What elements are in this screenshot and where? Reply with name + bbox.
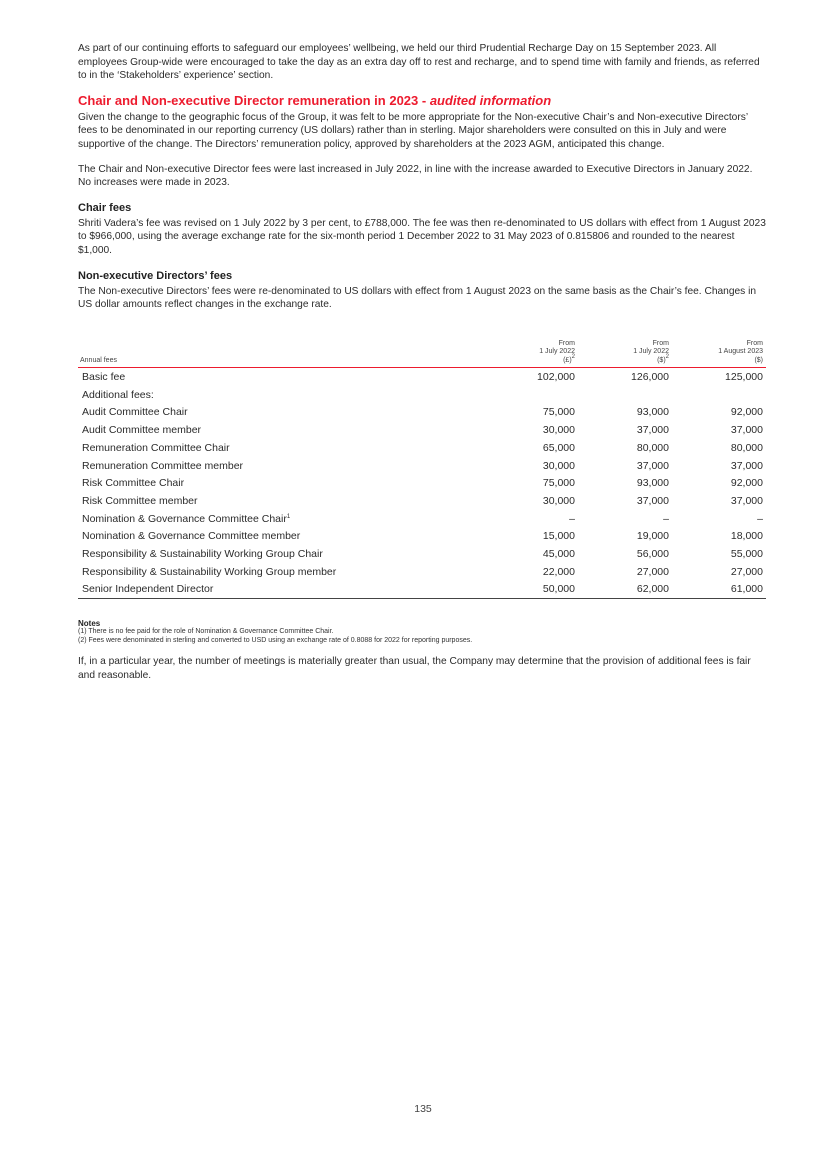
row-value-v1: 30,000 [542, 494, 575, 507]
row-value-v3: – [757, 512, 763, 525]
table-row [78, 527, 766, 545]
column-header-usd-2023: From 1 August 2023 ($) [718, 339, 763, 364]
row-value-v3: 92,000 [730, 477, 763, 490]
row-value-v3: 37,000 [730, 424, 763, 437]
row-label: Responsibility & Sustainability Working Group member [82, 565, 337, 578]
row-value-v2: 62,000 [636, 583, 669, 596]
fees-table-wrapper [78, 340, 766, 599]
row-value-v1: 22,000 [542, 565, 575, 578]
chair-fees-heading: Chair fees [78, 201, 132, 214]
row-value-v1 [483, 386, 578, 404]
table-row [78, 421, 766, 439]
closing-paragraph: If, in a particular year, the number of meetings is materially greater than usual, the Company may determine that the provision of additional fees is fair and reasonable. [78, 656, 751, 681]
chair-fees-paragraph: Shriti Vadera’s fee was revised on 1 July 2022 by 3 per cent, to £788,000. The fee was then re-denominated to US dollars with effect from 1 August 2023 to $966,000, using the average exchange rate for the six-month period 1 December 2022 to 31 May 2023 of 0.815806 and rounded to the nearest $1,000. [78, 217, 766, 256]
row-value-v3: 27,000 [730, 565, 763, 578]
row-value-v1: 75,000 [542, 477, 575, 490]
row-value-v3: 18,000 [730, 530, 763, 543]
table-row [78, 474, 766, 492]
row-value-v3: 80,000 [730, 441, 763, 454]
row-value-v1: 50,000 [542, 583, 575, 596]
row-value-v2: 37,000 [636, 424, 669, 437]
row-value-v1: 102,000 [537, 371, 575, 384]
row-value-v3: 37,000 [730, 494, 763, 507]
table-row [78, 563, 766, 581]
row-label: Audit Committee member [82, 424, 202, 437]
row-value-v2: 27,000 [636, 565, 669, 578]
row-value-v2: 37,000 [636, 494, 669, 507]
row-label: Nomination & Governance Committee Chair$^1$ [82, 512, 291, 525]
row-value-v1: 30,000 [542, 424, 575, 437]
row-label: Risk Committee member [82, 494, 198, 507]
row-label: Nomination & Governance Committee member [82, 530, 301, 543]
ned-fees-heading: Non-executive Directors’ fees [78, 269, 233, 282]
row-label: Remuneration Committee Chair [82, 441, 230, 454]
table-row [78, 510, 766, 528]
row-value-v2: 19,000 [636, 530, 669, 543]
row-value-v3: 125,000 [725, 371, 763, 384]
note-item: (1) There is no fee paid for the role of Nomination & Governance Committee Chair. [78, 628, 334, 636]
row-value-v1: – [569, 512, 575, 525]
table-row [78, 386, 766, 404]
notes-section [78, 619, 766, 645]
table-row [78, 439, 766, 457]
section-heading-italic: audited information [429, 92, 552, 108]
row-value-v3: 37,000 [730, 459, 763, 472]
column-header-gbp-2022: From 1 July 2022 (£)$^2$ [539, 339, 575, 364]
page-number: 135 [414, 1103, 432, 1115]
row-label: Audit Committee Chair [82, 406, 188, 419]
row-value-v2: 37,000 [636, 459, 669, 472]
row-value-v1: 45,000 [542, 547, 575, 560]
intro-paragraph: As part of our continuing efforts to safeguard our employees’ wellbeing, we held our third Prudential Recharge Day on 15 September 2023. All employees Group-wide were encouraged to take the day as an extra day off to rest and recharge, and to spend time with family and friends, as referred to in the ‘Stakeholders’ experience’ section. [78, 43, 760, 82]
fees-table [78, 340, 766, 599]
note-item: (2) Fees were denominated in sterling and converted to USD using an exchange rate of 0.8088 for 2022 for reporting purposes. [78, 636, 473, 644]
row-value-v3 [672, 386, 766, 404]
row-label: Senior Independent Director [82, 583, 214, 596]
table-row [78, 580, 766, 598]
notes-title: Notes [78, 619, 101, 629]
section-heading-main: Chair and Non-executive Director remuneration in 2023 - [78, 92, 430, 108]
row-value-v2: – [663, 512, 669, 525]
section-paragraph-2: The Chair and Non-executive Director fees were last increased in July 2022, in line with the increase awarded to Executive Directors in January 2022. No increases were made in 2023. [78, 163, 753, 189]
row-value-v2: 93,000 [636, 406, 669, 419]
row-value-v1: 15,000 [542, 530, 575, 543]
row-value-v3: 92,000 [730, 406, 763, 419]
row-value-v1: 30,000 [542, 459, 575, 472]
table-row [78, 457, 766, 475]
section-heading [78, 92, 766, 109]
row-value-v3: 61,000 [730, 583, 763, 596]
page-content [78, 42, 766, 682]
row-label: Basic fee [82, 371, 126, 384]
row-label: Remuneration Committee member [82, 459, 244, 472]
row-value-v1: 65,000 [542, 441, 575, 454]
row-label: Responsibility & Sustainability Working Group Chair [82, 547, 323, 560]
table-row [78, 545, 766, 563]
row-value-v2: 93,000 [636, 477, 669, 490]
row-value-v2: 126,000 [631, 371, 669, 384]
row-label: Additional fees: [82, 388, 154, 401]
table-row [78, 404, 766, 422]
row-value-v2: 56,000 [636, 547, 669, 560]
row-value-v1: 75,000 [542, 406, 575, 419]
table-row [78, 368, 766, 386]
column-header-usd-2022: From 1 July 2022 ($)$^2$ [633, 339, 669, 364]
section-paragraph-1: Given the change to the geographic focus of the Group, it was felt to be more appropriate for the Non-executive Chair’s and Non-executive Directors’ fees to be denominated in our reporting currency (US dollars) rather than in sterling. Major shareholders were consulted on this in July and were supportive of the change. The Directors’ remuneration policy, approved by shareholders at the 2023 AGM, anticipated this change. [78, 111, 748, 150]
row-label: Risk Committee Chair [82, 477, 185, 490]
row-value-v2: 80,000 [636, 441, 669, 454]
column-header-annual-fees: Annual fees [80, 356, 117, 364]
table-row [78, 492, 766, 510]
ned-fees-paragraph: The Non-executive Directors’ fees were re-denominated to US dollars with effect from 1 August 2023 on the same basis as the Chair’s fee. Changes in US dollar amounts reflect changes in the exchange rate. [78, 285, 757, 311]
row-value-v3: 55,000 [730, 547, 763, 560]
row-value-v2 [578, 386, 672, 404]
fees-table-body [78, 368, 766, 599]
table-header-row [78, 340, 766, 368]
